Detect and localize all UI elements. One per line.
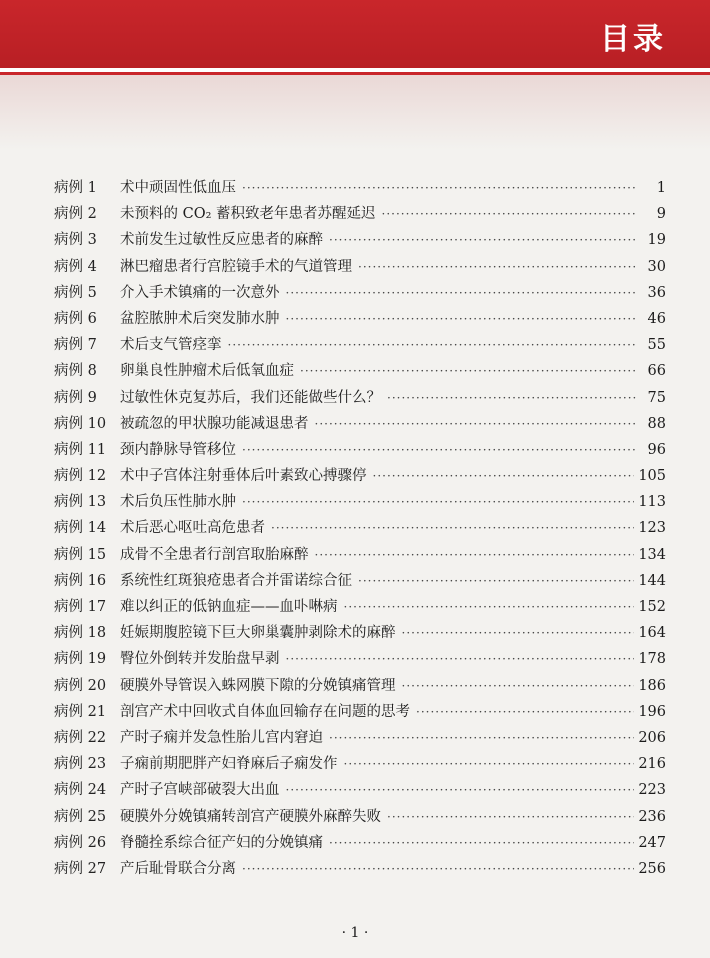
case-number: 病例 24 xyxy=(54,782,107,799)
toc-entry[interactable] xyxy=(54,543,666,569)
leader-dots xyxy=(329,731,634,745)
toc-entry[interactable] xyxy=(54,805,666,831)
toc-entry[interactable] xyxy=(54,516,666,542)
leader-dots xyxy=(382,207,636,221)
page-reference: 164 xyxy=(638,625,666,642)
page-reference: 178 xyxy=(638,651,666,668)
toc-entry[interactable] xyxy=(54,176,666,202)
case-title: 淋巴瘤患者行宫腔镜手术的气道管理 xyxy=(120,258,352,275)
case-title: 硬膜外分娩镇痛转剖宫产硬膜外麻醉失败 xyxy=(120,808,381,825)
toc-entry[interactable] xyxy=(54,831,666,857)
page-reference: 113 xyxy=(638,494,666,511)
case-number: 病例 3 xyxy=(54,232,97,249)
case-number: 病例 5 xyxy=(54,284,97,301)
leader-dots xyxy=(387,391,636,405)
case-title: 介入手术镇痛的一次意外 xyxy=(120,284,280,301)
toc-entry[interactable] xyxy=(54,621,666,647)
leader-dots xyxy=(300,364,636,378)
case-title: 术后支气管痉挛 xyxy=(120,337,222,354)
leader-dots xyxy=(315,417,637,431)
toc-entry[interactable] xyxy=(54,438,666,464)
toc-entry[interactable] xyxy=(54,386,666,412)
leader-dots xyxy=(242,862,634,876)
leader-dots xyxy=(286,312,637,326)
case-title: 术后恶心呕吐高危患者 xyxy=(120,520,265,537)
case-number: 病例 16 xyxy=(54,572,107,589)
case-title: 硬膜外导管误入蛛网膜下隙的分娩镇痛管理 xyxy=(120,677,396,694)
case-number: 病例 20 xyxy=(54,677,107,694)
case-number: 病例 23 xyxy=(54,756,107,773)
page-reference: 36 xyxy=(647,284,666,301)
case-title: 被疏忽的甲状腺功能减退患者 xyxy=(120,415,309,432)
case-number: 病例 15 xyxy=(54,546,107,563)
toc-entry[interactable] xyxy=(54,752,666,778)
case-number: 病例 22 xyxy=(54,729,107,746)
page-reference: 1 xyxy=(656,180,666,196)
page-reference: 55 xyxy=(647,337,666,354)
leader-dots xyxy=(286,286,637,300)
toc-entry[interactable] xyxy=(54,857,666,883)
leader-dots xyxy=(387,810,634,824)
case-title: 难以纠正的低钠血症——血卟啉病 xyxy=(120,599,338,615)
case-number: 病例 10 xyxy=(54,415,107,432)
page-title: 目录 xyxy=(600,22,666,57)
case-title: 产后耻骨联合分离 xyxy=(120,860,236,877)
page-reference: 152 xyxy=(638,599,666,615)
case-number: 病例 1 xyxy=(54,180,97,196)
case-number: 病例 7 xyxy=(54,337,97,354)
toc-entry[interactable] xyxy=(54,569,666,595)
case-number: 病例 11 xyxy=(54,441,107,458)
case-number: 病例 21 xyxy=(54,703,107,720)
leader-dots xyxy=(228,338,637,352)
page-reference: 223 xyxy=(638,782,666,799)
leader-dots xyxy=(242,181,636,195)
case-number: 病例 18 xyxy=(54,625,107,642)
toc-entry[interactable] xyxy=(54,412,666,438)
case-number: 病例 12 xyxy=(54,468,107,485)
leader-dots xyxy=(402,626,635,640)
page-reference: 123 xyxy=(638,520,666,537)
toc-entry[interactable] xyxy=(54,595,666,621)
leader-dots xyxy=(271,521,634,535)
page-reference: 144 xyxy=(638,572,666,589)
case-number: 病例 25 xyxy=(54,808,107,825)
case-number: 病例 9 xyxy=(54,389,97,406)
case-number: 病例 4 xyxy=(54,258,97,275)
page-reference: 75 xyxy=(647,389,666,406)
page-reference: 206 xyxy=(638,729,666,746)
toc-entry[interactable] xyxy=(54,674,666,700)
toc-entry[interactable] xyxy=(54,307,666,333)
header-band xyxy=(0,0,710,68)
toc-entry[interactable] xyxy=(54,464,666,490)
page-reference: 96 xyxy=(647,441,666,458)
toc-entry[interactable] xyxy=(54,778,666,804)
case-number: 病例 17 xyxy=(54,599,107,615)
case-title: 未预料的 CO₂ 蓄积致老年患者苏醒延迟 xyxy=(120,206,376,223)
case-number: 病例 19 xyxy=(54,651,107,668)
case-number: 病例 2 xyxy=(54,206,97,223)
case-title: 成骨不全患者行剖宫取胎麻醉 xyxy=(120,546,309,563)
case-title: 臀位外倒转并发胎盘早剥 xyxy=(120,651,280,668)
case-title: 盆腔脓肿术后突发肺水肿 xyxy=(120,310,280,327)
header-shadow xyxy=(0,75,710,150)
leader-dots xyxy=(416,705,634,719)
case-title: 术后负压性肺水肿 xyxy=(120,494,236,511)
case-number: 病例 14 xyxy=(54,520,107,537)
case-title: 剖宫产术中回收式自体血回输存在问题的思考 xyxy=(120,703,410,720)
toc-entry[interactable] xyxy=(54,359,666,385)
toc-entry[interactable] xyxy=(54,333,666,359)
toc-entry[interactable] xyxy=(54,700,666,726)
page-reference: 105 xyxy=(638,468,666,485)
case-title: 产时子痫并发急性胎儿宫内窘迫 xyxy=(120,729,323,746)
case-number: 病例 13 xyxy=(54,494,107,511)
leader-dots xyxy=(242,443,636,457)
leader-dots xyxy=(358,574,634,588)
toc-entry[interactable] xyxy=(54,281,666,307)
case-title: 妊娠期腹腔镜下巨大卵巢囊肿剥除术的麻醉 xyxy=(120,625,396,642)
case-title: 过敏性休克复苏后，我们还能做些什么？ xyxy=(120,389,381,406)
page-reference: 134 xyxy=(638,546,666,563)
page-reference: 66 xyxy=(647,363,666,380)
leader-dots xyxy=(315,548,635,562)
leader-dots xyxy=(344,600,635,614)
leader-dots xyxy=(344,757,635,771)
page-reference: 216 xyxy=(638,756,666,773)
case-number: 病例 8 xyxy=(54,363,97,380)
table-of-contents xyxy=(54,176,666,883)
case-title: 产时子宫峡部破裂大出血 xyxy=(120,782,280,799)
toc-entry[interactable] xyxy=(54,726,666,752)
toc-entry[interactable] xyxy=(54,228,666,254)
page-reference: 236 xyxy=(638,808,666,825)
page-reference: 30 xyxy=(647,258,666,275)
case-title: 系统性红斑狼疮患者合并雷诺综合征 xyxy=(120,572,352,589)
leader-dots xyxy=(286,652,635,666)
page-reference: 19 xyxy=(647,232,666,249)
toc-entry[interactable] xyxy=(54,202,666,228)
page-reference: 247 xyxy=(638,834,666,851)
case-title: 子痫前期肥胖产妇脊麻后子痫发作 xyxy=(120,756,338,773)
toc-entry[interactable] xyxy=(54,255,666,281)
page-reference: 196 xyxy=(638,703,666,720)
case-title: 术前发生过敏性反应患者的麻醉 xyxy=(120,232,323,249)
case-number: 病例 26 xyxy=(54,834,107,851)
page-reference: 186 xyxy=(638,677,666,694)
leader-dots xyxy=(373,469,635,483)
page-reference: 46 xyxy=(647,310,666,327)
toc-entry[interactable] xyxy=(54,490,666,516)
leader-dots xyxy=(402,679,635,693)
leader-dots xyxy=(329,233,636,247)
leader-dots xyxy=(286,783,635,797)
leader-dots xyxy=(242,495,634,509)
case-title: 术中顽固性低血压 xyxy=(120,180,236,196)
page-reference: 256 xyxy=(638,860,666,877)
page-reference: 9 xyxy=(656,206,666,223)
toc-entry[interactable] xyxy=(54,647,666,673)
case-number: 病例 27 xyxy=(54,860,107,877)
page-reference: 88 xyxy=(647,415,666,432)
case-title: 脊髓拴系综合征产妇的分娩镇痛 xyxy=(120,834,323,851)
page-number: · 1 · xyxy=(341,925,369,941)
case-title: 颈内静脉导管移位 xyxy=(120,441,236,458)
case-number: 病例 6 xyxy=(54,310,97,327)
case-title: 术中子宫体注射垂体后叶素致心搏骤停 xyxy=(120,468,367,485)
leader-dots xyxy=(358,260,636,274)
case-title: 卵巢良性肿瘤术后低氧血症 xyxy=(120,363,294,380)
leader-dots xyxy=(329,836,634,850)
